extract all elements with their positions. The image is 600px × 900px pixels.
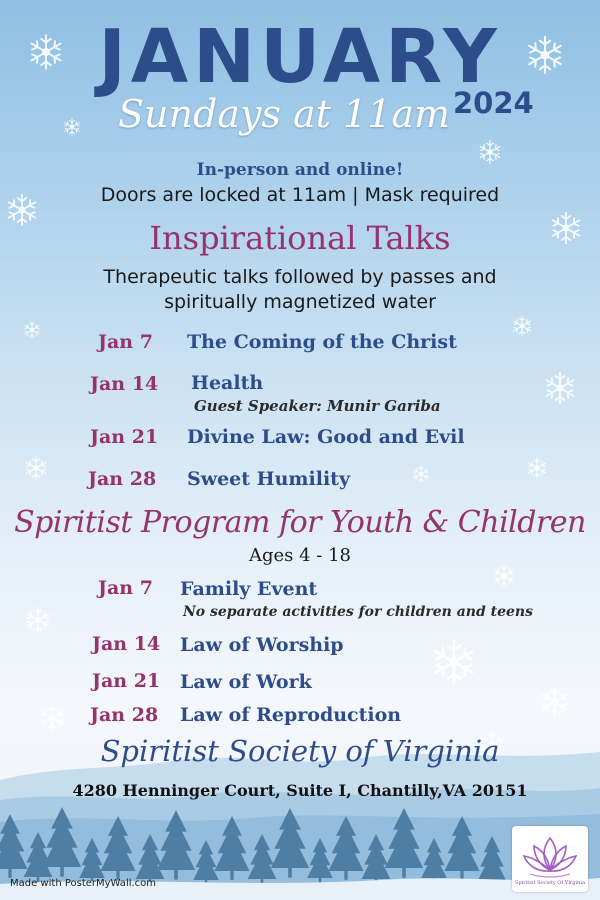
- youth-date: Jan 14: [92, 633, 161, 655]
- credit-text: Made with PosterMyWall.com: [10, 878, 157, 889]
- youth-date: Jan 7: [98, 577, 153, 599]
- talk-title: The Coming of the Christ: [187, 331, 457, 353]
- talk-date: Jan 28: [88, 468, 157, 490]
- address-text: 4280 Henninger Court, Suite I, Chantilly,VA 20151: [72, 781, 528, 800]
- organization-name: Spiritist Society of Virginia: [100, 734, 500, 768]
- talks-heading: Inspirational Talks: [149, 219, 451, 257]
- youth-title: Law of Work: [180, 671, 312, 693]
- talk-date: Jan 14: [90, 373, 159, 395]
- talk-date: Jan 21: [90, 426, 159, 448]
- logo-caption: Spiritist Society Of Virginia: [515, 880, 585, 886]
- talk-title: Sweet Humility: [187, 468, 350, 490]
- year-label: 2024: [453, 86, 534, 120]
- youth-heading: Spiritist Program for Youth & Children: [14, 505, 586, 540]
- youth-title: Law of Reproduction: [180, 704, 402, 726]
- youth-title: Family Event: [180, 578, 318, 600]
- youth-date: Jan 28: [90, 704, 159, 726]
- talk-title: Divine Law: Good and Evil: [187, 426, 465, 448]
- attendance-text: In-person and online!: [196, 160, 404, 180]
- lotus-icon: [512, 826, 588, 880]
- month-title: JANUARY: [98, 14, 502, 100]
- talk-note: Guest Speaker: Munir Gariba: [194, 397, 441, 415]
- schedule-subtitle: Sundays at 11am: [118, 92, 451, 136]
- youth-date: Jan 21: [92, 670, 161, 692]
- society-logo: [512, 826, 588, 892]
- talk-date: Jan 7: [98, 331, 153, 353]
- youth-note: No separate activities for children and teens: [183, 604, 533, 620]
- notice-text: Doors are locked at 11am | Mask required: [100, 184, 500, 206]
- youth-title: Law of Worship: [180, 634, 344, 656]
- talk-title: Health: [191, 372, 264, 394]
- talks-description: Therapeutic talks followed by passes and spiritually magnetized water: [103, 266, 497, 313]
- youth-ages: Ages 4 - 18: [248, 545, 351, 566]
